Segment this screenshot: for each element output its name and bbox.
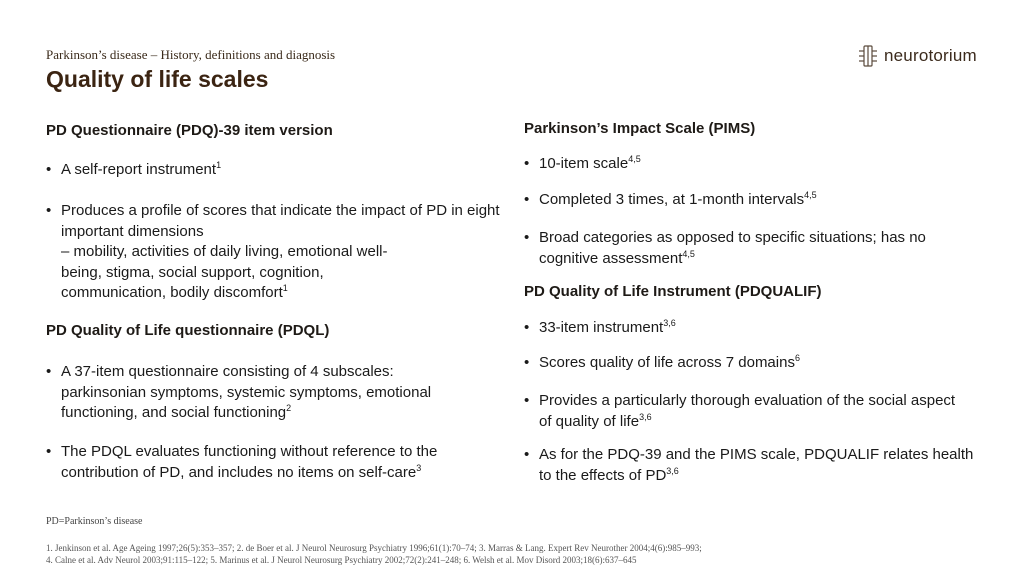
bullet-text: The PDQL evaluates functioning without reference to the contribution of PD, and includes no items on self-care	[61, 443, 438, 481]
list-item	[524, 353, 969, 374]
list-item	[524, 391, 959, 432]
brand-logo	[857, 44, 977, 68]
pims-heading: Parkinson’s Impact Scale (PIMS)	[524, 120, 756, 137]
brand-name: neurotorium	[884, 46, 977, 65]
list-item	[524, 228, 969, 269]
bullet-text: Scores quality of life across 7 domains	[539, 354, 795, 371]
list-item	[46, 160, 516, 181]
reference-marker: 4,5	[682, 248, 695, 259]
bullet-subtext: – mobility, activities of daily living, emotional well-being, stigma, social support, cognition, communication, bodily discomfort	[61, 243, 388, 301]
reference-marker: 4,5	[628, 154, 641, 164]
pdq-heading: PD Questionnaire (PDQ)-39 item version	[46, 122, 333, 139]
list-item	[524, 445, 979, 486]
pdqualif-heading: PD Quality of Life Instrument (PDQUALIF)	[524, 283, 822, 300]
reference-marker: 2	[286, 403, 292, 413]
list-item	[46, 201, 516, 304]
list-item	[524, 154, 969, 175]
reference-marker: 3	[416, 462, 422, 473]
bullet-text: Completed 3 times, at 1-month intervals	[539, 191, 805, 208]
bullet-text: 33-item instrument	[539, 319, 664, 336]
reference-marker: 3,6	[663, 318, 676, 328]
bullet-text: Broad categories as opposed to specific situations; has no cognitive assessment	[539, 229, 926, 267]
references	[46, 542, 946, 566]
list-item	[46, 442, 501, 483]
reference-marker: 6	[794, 353, 800, 363]
reference-marker: 1	[216, 160, 222, 170]
reference-marker: 3,6	[666, 465, 679, 476]
bullet-text: • Produces a profile of scores that indicate the impact of PD in eight important dimensions	[61, 202, 500, 240]
list-item	[524, 190, 969, 211]
reference-line: 1. Jenkinson et al. Age Ageing 1997;26(5):353–357; 2. de Boer et al. J Neurol Neurosurg Psychiatry 1996;61(1):70–74; 3. Marras & Lang. Expert Rev Neurother 2004;4(6):985–993;	[46, 543, 702, 553]
bullet-text: As for the PDQ-39 and the PIMS scale, PDQUALIF relates health to the effects of PD	[539, 446, 974, 484]
bullet-text: A self-report instrument	[61, 161, 217, 178]
page-title: Quality of life scales	[46, 66, 269, 92]
list-item	[524, 318, 969, 339]
list-item	[46, 362, 481, 424]
pdql-heading: PD Quality of Life questionnaire (PDQL)	[46, 322, 330, 339]
bullet-text: Provides a particularly thorough evaluation of the social aspect of quality of life	[539, 392, 956, 430]
bullet-text: A 37-item questionnaire consisting of 4 subscales: parkinsonian symptoms, systemic symptoms, emotional functioning, and social functioning	[61, 363, 432, 421]
section-subtitle: Parkinson’s disease – History, definitions and diagnosis	[46, 47, 336, 62]
reference-marker: 3,6	[639, 411, 652, 422]
neurotorium-logo-icon	[857, 44, 879, 68]
reference-line: 4. Calne et al. Adv Neurol 2003;91:115–122; 5. Marinus et al. J Neurol Neurosurg Psychiatry 2002;72(2):241–248; 6. Welsh et al. Mov Disord 2003;18(6):637–645	[46, 555, 637, 565]
abbreviation-footnote: PD=Parkinson’s disease	[46, 516, 143, 527]
reference-marker: 1	[282, 283, 288, 293]
reference-marker: 4,5	[804, 190, 817, 200]
bullet-text: 10-item scale	[539, 155, 629, 172]
